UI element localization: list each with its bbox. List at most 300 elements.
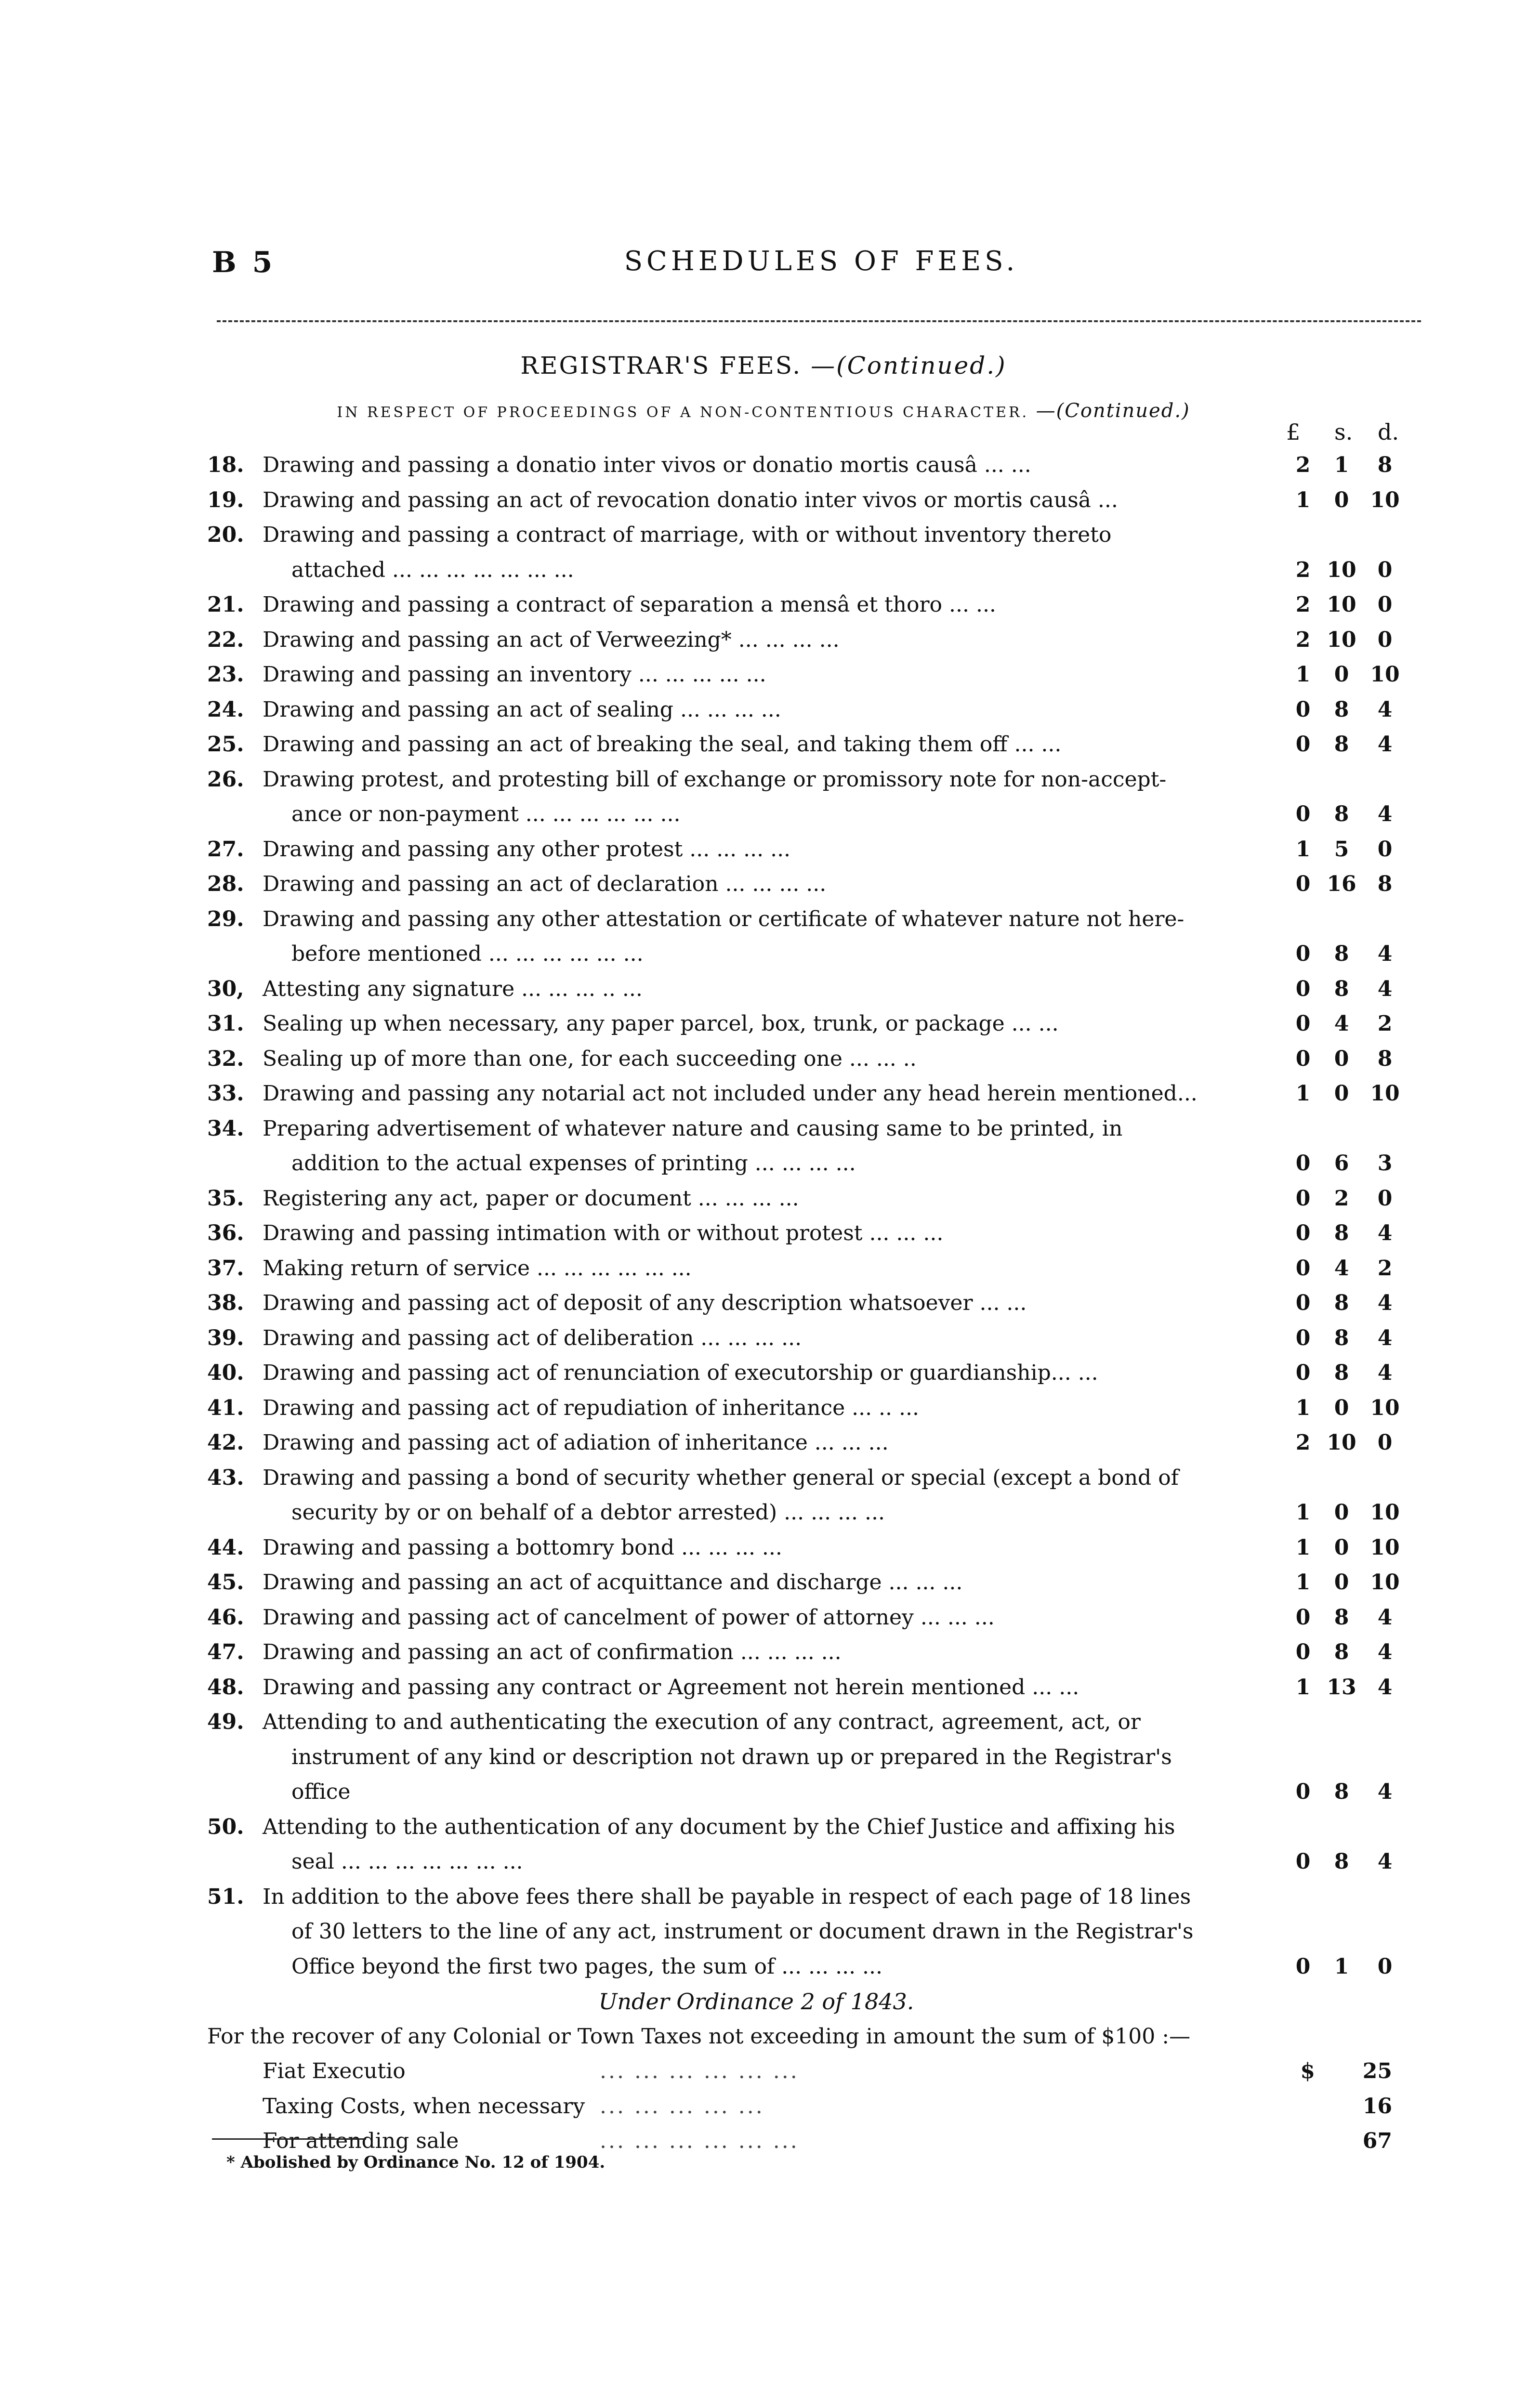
- fee-description-line: Drawing and passing any contract or Agreement not herein mentioned ... ...: [263, 1675, 1079, 1700]
- fee-shillings: 8: [1334, 1640, 1349, 1664]
- fee-number: 34.: [207, 1116, 244, 1141]
- recover-item-label: Fiat Executio: [263, 2059, 406, 2083]
- fee-amount: [1286, 1391, 1402, 1426]
- fee-description: [263, 1076, 1402, 1112]
- fee-pence: 4: [1377, 802, 1393, 826]
- fee-pounds: 1: [1295, 487, 1311, 512]
- fee-description-line: Drawing and passing act of deliberation ... ... ... ...: [263, 1325, 802, 1350]
- fee-description: [263, 448, 1402, 483]
- fee-description: [263, 1461, 1402, 1531]
- fee-amount: [1286, 1146, 1402, 1181]
- fee-description-line: Drawing and passing an act of acquittance and discharge ... ... ...: [263, 1570, 963, 1595]
- fee-row: [207, 1321, 1402, 1356]
- fee-amount: [1286, 623, 1402, 658]
- fee-row: [207, 832, 1402, 867]
- fee-pence: 10: [1370, 1081, 1400, 1106]
- fee-amount: [1286, 1600, 1402, 1636]
- fee-number: 20.: [207, 523, 244, 547]
- fee-description-line: Making return of service ... ... ... ... ... ...: [263, 1256, 692, 1281]
- fee-description-line: Attending to and authenticating the execution of any contract, agreement, act, or: [263, 1710, 1141, 1734]
- fee-description: [263, 483, 1402, 518]
- fee-row: [207, 1600, 1402, 1636]
- fee-pounds: 0: [1295, 1361, 1311, 1385]
- fee-description-line: Drawing and passing an act of revocation donatio inter vivos or mortis causâ ...: [263, 487, 1118, 512]
- fee-shillings: 6: [1334, 1151, 1349, 1176]
- fee-amount: [1286, 727, 1402, 762]
- fee-description-line: instrument of any kind or description not drawn up or prepared in the Registrar's office: [291, 1744, 1172, 1804]
- fee-shillings: 0: [1334, 1500, 1349, 1525]
- fee-amount: [1286, 1286, 1402, 1321]
- fee-shillings: 16: [1327, 872, 1356, 896]
- fee-description-line: Attending to the authentication of any document by the Chief Justice and affixing his: [263, 1814, 1175, 1839]
- fee-pence: 2: [1377, 1256, 1393, 1281]
- fee-row: [207, 1810, 1402, 1880]
- fee-shillings: 1: [1334, 1954, 1349, 1979]
- fee-number: 36.: [207, 1221, 244, 1245]
- fee-pounds: 2: [1295, 627, 1311, 652]
- fee-pence: 10: [1370, 487, 1400, 512]
- fee-pounds: 2: [1295, 1430, 1311, 1455]
- fee-row: [207, 867, 1402, 902]
- fee-number: 23.: [207, 662, 244, 687]
- fee-shillings: 10: [1327, 1430, 1356, 1455]
- fee-description: [263, 1042, 1402, 1077]
- fee-shillings: 0: [1334, 1081, 1349, 1106]
- fee-pounds: 1: [1295, 1675, 1311, 1700]
- fee-pence: 3: [1377, 1151, 1393, 1176]
- fee-description-line: In addition to the above fees there shall be payable in respect of each page of 18 lines: [263, 1884, 1191, 1909]
- fee-row: [207, 972, 1402, 1007]
- fee-pence: 4: [1377, 1605, 1393, 1630]
- fee-pounds: 2: [1295, 592, 1311, 617]
- fee-description: [263, 623, 1402, 658]
- fee-description-line: Drawing and passing an act of declaration ... ... ... ...: [263, 872, 827, 896]
- fee-shillings: 8: [1334, 1221, 1349, 1245]
- fee-description-line: Drawing and passing a donatio inter vivos or donatio mortis causâ ... ...: [263, 453, 1031, 477]
- fee-row: [207, 1112, 1402, 1181]
- fee-pounds: 0: [1295, 1046, 1311, 1071]
- fee-description-line: Office beyond the first two pages, the sum of ... ... ... ...: [291, 1954, 882, 1979]
- fee-row: [207, 762, 1402, 832]
- fee-row: [207, 1635, 1402, 1670]
- recover-item-dots: ... ... ... ... ... ...: [600, 2059, 799, 2083]
- fee-number: 45.: [207, 1570, 244, 1595]
- fee-amount: [1286, 1565, 1402, 1600]
- fee-description: [263, 518, 1402, 588]
- fee-number: 30,: [207, 976, 244, 1001]
- fee-shillings: 8: [1334, 1849, 1349, 1874]
- fee-amount: [1286, 1356, 1402, 1391]
- fee-pounds: 1: [1295, 1500, 1311, 1525]
- fee-description: [263, 1216, 1402, 1251]
- fee-shillings: 0: [1334, 487, 1349, 512]
- fee-row: [207, 518, 1402, 588]
- fee-pence: 4: [1377, 1361, 1393, 1385]
- fee-pence: 10: [1370, 1535, 1400, 1560]
- fee-description-line: Drawing and passing a bond of security whether general or special (except a bond of: [263, 1465, 1179, 1490]
- fee-pounds: 0: [1295, 872, 1311, 896]
- pounds-header: £: [1286, 419, 1301, 445]
- fee-description: [263, 832, 1402, 867]
- fee-row: [207, 693, 1402, 728]
- fee-description: [263, 1356, 1402, 1391]
- fee-number: 21.: [207, 592, 244, 617]
- fee-number: 42.: [207, 1430, 244, 1455]
- fee-number: 19.: [207, 487, 244, 512]
- fee-amount: [1286, 1076, 1402, 1112]
- fee-description: [263, 1286, 1402, 1321]
- fee-pounds: 0: [1295, 942, 1311, 966]
- fee-shillings: 5: [1334, 837, 1349, 862]
- fee-pounds: 0: [1295, 1221, 1311, 1245]
- fee-description: [263, 1600, 1402, 1636]
- recover-item-dots: ... ... ... ... ...: [600, 2094, 764, 2119]
- fee-amount: [1286, 1007, 1402, 1042]
- fee-number: 32.: [207, 1046, 244, 1071]
- fee-pence: 8: [1377, 872, 1393, 896]
- fee-shillings: 1: [1334, 453, 1349, 477]
- fee-number: 46.: [207, 1605, 244, 1630]
- fee-shillings: 2: [1334, 1186, 1349, 1211]
- fee-description: [263, 693, 1402, 728]
- recover-intro: For the recover of any Colonial or Town Taxes not exceeding in amount the sum of $100 :—: [207, 2024, 1191, 2049]
- fee-pence: 2: [1377, 1011, 1393, 1036]
- fee-row: [207, 1007, 1402, 1042]
- fee-row: [207, 1880, 1402, 1985]
- fee-number: 48.: [207, 1675, 244, 1700]
- fee-pounds: 1: [1295, 1535, 1311, 1560]
- fee-pounds: 2: [1295, 453, 1311, 477]
- shillings-header: s.: [1334, 419, 1353, 445]
- fee-shillings: 0: [1334, 1395, 1349, 1420]
- fee-row: [207, 1426, 1402, 1461]
- fee-row: [207, 623, 1402, 658]
- fee-description-line: seal ... ... ... ... ... ... ...: [291, 1849, 523, 1874]
- section-title-text: REGISTRAR'S FEES.: [520, 352, 802, 380]
- fee-number: 29.: [207, 906, 244, 931]
- fee-number: 28.: [207, 872, 244, 896]
- fee-description: [263, 1531, 1402, 1566]
- fee-amount: [1286, 1950, 1402, 1985]
- fee-pounds: 0: [1295, 1780, 1311, 1804]
- fee-row: [207, 483, 1402, 518]
- fee-amount: [1286, 867, 1402, 902]
- fee-number: 43.: [207, 1465, 244, 1490]
- currency-symbol: $: [1300, 2059, 1315, 2083]
- fee-description: [263, 657, 1402, 693]
- fee-pounds: 0: [1295, 732, 1311, 757]
- fee-description-line: Drawing protest, and protesting bill of exchange or promissory note for non-accept-: [263, 767, 1167, 792]
- fee-description-line: Drawing and passing any other protest ... ... ... ...: [263, 837, 791, 862]
- fee-row: [207, 1356, 1402, 1391]
- fee-amount: [1286, 1181, 1402, 1217]
- fee-description-line: before mentioned ... ... ... ... ... ...: [291, 942, 644, 966]
- fee-amount: [1286, 832, 1402, 867]
- fee-shillings: 8: [1334, 1291, 1349, 1315]
- fee-row: [207, 1216, 1402, 1251]
- fee-number: 37.: [207, 1256, 244, 1281]
- fee-shillings: 8: [1334, 802, 1349, 826]
- fee-pounds: 0: [1295, 1186, 1311, 1211]
- fee-description-line: Registering any act, paper or document ... ... ... ...: [263, 1186, 799, 1211]
- recover-items: [207, 2054, 1402, 2159]
- fee-description: [263, 1670, 1402, 1705]
- fee-row: [207, 657, 1402, 693]
- fee-row: [207, 1531, 1402, 1566]
- fee-pence: 10: [1370, 1395, 1400, 1420]
- fee-amount: [1286, 1042, 1402, 1077]
- recover-section: [207, 2019, 1402, 2159]
- fee-description-line: Drawing and passing an act of breaking the seal, and taking them off ... ...: [263, 732, 1062, 757]
- ordinance-heading: Under Ordinance 2 of 1843.: [598, 1989, 914, 2015]
- fee-pence: 10: [1370, 662, 1400, 687]
- fee-description-line: Attesting any signature ... ... ... .. ...: [263, 976, 643, 1001]
- running-title: SCHEDULES OF FEES.: [624, 246, 1019, 277]
- fee-shillings: 0: [1334, 1570, 1349, 1595]
- fee-pounds: 1: [1295, 837, 1311, 862]
- fee-row: [207, 1705, 1402, 1810]
- fee-pence: 8: [1377, 453, 1393, 477]
- fee-number: 26.: [207, 767, 244, 792]
- fee-pence: 4: [1377, 976, 1393, 1001]
- fee-description-line: addition to the actual expenses of printing ... ... ... ...: [291, 1151, 856, 1176]
- fee-pence: 4: [1377, 732, 1393, 757]
- fee-shillings: 8: [1334, 1325, 1349, 1350]
- fee-amount: [1286, 483, 1402, 518]
- fee-amount: [1286, 937, 1402, 972]
- fee-amount: [1286, 797, 1402, 832]
- fee-description: [263, 1181, 1402, 1217]
- fee-description: [263, 762, 1402, 832]
- fee-amount: [1286, 1635, 1402, 1670]
- fee-number: 24.: [207, 697, 244, 722]
- fee-pence: 0: [1377, 837, 1393, 862]
- fee-description: [263, 972, 1402, 1007]
- fee-shillings: 8: [1334, 942, 1349, 966]
- fee-description: [263, 1426, 1402, 1461]
- fee-amount: [1286, 1251, 1402, 1286]
- fee-description: [263, 1705, 1402, 1810]
- fee-description: [263, 1880, 1402, 1985]
- fee-pounds: 0: [1295, 1849, 1311, 1874]
- fee-number: 38.: [207, 1291, 244, 1315]
- fee-description-line: Drawing and passing act of deposit of any description whatsoever ... ...: [263, 1291, 1027, 1315]
- pence-header: d.: [1378, 419, 1399, 445]
- section-subtitle-suffix: —(Continued.): [1036, 400, 1190, 422]
- fee-pounds: 2: [1295, 557, 1311, 582]
- fee-description: [263, 727, 1402, 762]
- fee-amount: [1286, 1321, 1402, 1356]
- fee-row: [207, 727, 1402, 762]
- fee-pence: 4: [1377, 697, 1393, 722]
- fee-description-line: Drawing and passing intimation with or without protest ... ... ...: [263, 1221, 944, 1245]
- recover-item-value: 67: [1362, 2129, 1392, 2153]
- fee-row: [207, 1042, 1402, 1077]
- fee-description: [263, 588, 1402, 623]
- fee-amount: [1286, 1845, 1402, 1880]
- fee-shillings: 8: [1334, 1780, 1349, 1804]
- fee-description-line: Drawing and passing any notarial act not included under any head herein mentioned...: [263, 1081, 1198, 1106]
- fee-number: 22.: [207, 627, 244, 652]
- fee-number: 31.: [207, 1011, 244, 1036]
- fee-shillings: 8: [1334, 697, 1349, 722]
- fee-row: [207, 1286, 1402, 1321]
- fee-pence: 4: [1377, 1221, 1393, 1245]
- fee-row: [207, 1181, 1402, 1217]
- fee-row: [207, 1076, 1402, 1112]
- fee-schedule: [207, 448, 1402, 2159]
- fee-number: 49.: [207, 1710, 244, 1734]
- recover-item-label: For attending sale: [263, 2129, 459, 2153]
- fee-description: [263, 1565, 1402, 1600]
- fee-description: [263, 1635, 1402, 1670]
- fee-description-line: of 30 letters to the line of any act, instrument or document drawn in the Registrar's: [291, 1919, 1194, 1944]
- fee-amount: [1286, 1495, 1402, 1531]
- fee-row: [207, 1670, 1402, 1705]
- fee-row: [207, 1251, 1402, 1286]
- fee-pence: 4: [1377, 1780, 1393, 1804]
- fee-description-line: Drawing and passing act of repudiation of inheritance ... .. ...: [263, 1395, 919, 1420]
- fee-description-line: attached ... ... ... ... ... ... ...: [291, 557, 574, 582]
- fee-pence: 0: [1377, 1430, 1393, 1455]
- fee-row: [207, 902, 1402, 972]
- fee-shillings: 10: [1327, 557, 1356, 582]
- fee-pence: 0: [1377, 557, 1393, 582]
- fee-description: [263, 1112, 1402, 1181]
- fee-number: 51.: [207, 1884, 244, 1909]
- fee-description: [263, 1007, 1402, 1042]
- fee-row: [207, 448, 1402, 483]
- fee-pence: 0: [1377, 627, 1393, 652]
- fee-description-line: Drawing and passing act of renunciation of executorship or guardianship... ...: [263, 1361, 1098, 1385]
- fee-description: [263, 902, 1402, 972]
- fee-description-line: Drawing and passing an act of confirmation ... ... ... ...: [263, 1640, 842, 1664]
- fee-amount: [1286, 588, 1402, 623]
- footnote-rule: [212, 2138, 366, 2140]
- section-subtitle-text: IN RESPECT OF PROCEEDINGS OF A NON-CONTENTIOUS CHARACTER.: [337, 404, 1029, 421]
- fee-amount: [1286, 972, 1402, 1007]
- fee-pence: 4: [1377, 942, 1393, 966]
- fee-pounds: 0: [1295, 976, 1311, 1001]
- fee-description-line: security by or on behalf of a debtor arrested) ... ... ... ...: [291, 1500, 885, 1525]
- fee-pence: 10: [1370, 1570, 1400, 1595]
- fee-number: 44.: [207, 1535, 244, 1560]
- fee-shillings: 8: [1334, 976, 1349, 1001]
- fee-amount: [1286, 657, 1402, 693]
- fee-pence: 4: [1377, 1640, 1393, 1664]
- fee-pence: 0: [1377, 1186, 1393, 1211]
- fee-row: [207, 1391, 1402, 1426]
- fee-pounds: 1: [1295, 662, 1311, 687]
- fee-pence: 4: [1377, 1849, 1393, 1874]
- fee-description-line: Drawing and passing act of cancelment of power of attorney ... ... ...: [263, 1605, 995, 1630]
- recover-item-dots: ... ... ... ... ... ...: [600, 2129, 799, 2153]
- fee-amount: [1286, 693, 1402, 728]
- fee-pence: 4: [1377, 1291, 1393, 1315]
- fee-shillings: 4: [1334, 1011, 1349, 1036]
- header-rule: [217, 320, 1421, 322]
- fee-number: 41.: [207, 1395, 244, 1420]
- page-number: B 5: [212, 246, 276, 279]
- fee-amount: [1286, 553, 1402, 588]
- fee-pence: 0: [1377, 1954, 1393, 1979]
- fee-row: [207, 1565, 1402, 1600]
- fee-amount: [1286, 1775, 1402, 1810]
- fee-description-line: Drawing and passing a bottomry bond ... ... ... ...: [263, 1535, 782, 1560]
- fee-description-line: ance or non-payment ... ... ... ... ... ...: [291, 802, 681, 826]
- fee-pounds: 0: [1295, 1151, 1311, 1176]
- fee-description: [263, 1321, 1402, 1356]
- fee-row: [207, 588, 1402, 623]
- fee-description-line: Drawing and passing an act of Verweezing* ... ... ... ...: [263, 627, 840, 652]
- fee-description: [263, 1391, 1402, 1426]
- recover-item-value: 16: [1362, 2094, 1392, 2119]
- fee-number: 18.: [207, 453, 244, 477]
- page-header: [212, 246, 1431, 284]
- fee-pounds: 0: [1295, 1256, 1311, 1281]
- fee-number: 27.: [207, 837, 244, 862]
- fee-pence: 10: [1370, 1500, 1400, 1525]
- fee-description-line: Sealing up when necessary, any paper parcel, box, trunk, or package ... ...: [263, 1011, 1059, 1036]
- fee-number: 35.: [207, 1186, 244, 1211]
- section-title-suffix: —(Continued.): [811, 352, 1007, 380]
- fee-description-line: Drawing and passing any other attestation or certificate of whatever nature not here-: [263, 906, 1185, 931]
- fee-pounds: 0: [1295, 1291, 1311, 1315]
- fee-number: 50.: [207, 1814, 244, 1839]
- fee-pounds: 0: [1295, 1605, 1311, 1630]
- fee-pounds: 0: [1295, 1640, 1311, 1664]
- fee-description-line: Drawing and passing a contract of separation a mensâ et thoro ... ...: [263, 592, 996, 617]
- fee-pounds: 1: [1295, 1395, 1311, 1420]
- fee-shillings: 10: [1327, 592, 1356, 617]
- fee-description-line: Sealing up of more than one, for each succeeding one ... ... ..: [263, 1046, 917, 1071]
- fee-amount: [1286, 1670, 1402, 1705]
- fee-pence: 8: [1377, 1046, 1393, 1071]
- fee-description-line: Drawing and passing act of adiation of inheritance ... ... ...: [263, 1430, 889, 1455]
- fee-amount: [1286, 1531, 1402, 1566]
- fee-description-line: Preparing advertisement of whatever nature and causing same to be printed, in: [263, 1116, 1123, 1141]
- fee-row: [207, 1461, 1402, 1531]
- fee-pounds: 0: [1295, 1954, 1311, 1979]
- fee-description: [263, 1810, 1402, 1880]
- fee-amount: [1286, 448, 1402, 483]
- fee-description-line: Drawing and passing an act of sealing ... ... ... ...: [263, 697, 781, 722]
- fee-number: 40.: [207, 1361, 244, 1385]
- fee-description-line: Drawing and passing a contract of marriage, with or without inventory thereto: [263, 523, 1112, 547]
- fee-pounds: 0: [1295, 802, 1311, 826]
- fee-pence: 0: [1377, 592, 1393, 617]
- fee-shillings: 8: [1334, 1361, 1349, 1385]
- fee-number: 47.: [207, 1640, 244, 1664]
- fee-shillings: 4: [1334, 1256, 1349, 1281]
- fee-shillings: 0: [1334, 1535, 1349, 1560]
- fee-number: 39.: [207, 1325, 244, 1350]
- fee-number: 25.: [207, 732, 244, 757]
- recover-item-value: 25: [1362, 2059, 1392, 2083]
- fee-pounds: 1: [1295, 1570, 1311, 1595]
- fee-number: 33.: [207, 1081, 244, 1106]
- fee-description-line: Drawing and passing an inventory ... ... ... ... ...: [263, 662, 766, 687]
- fee-description: [263, 1251, 1402, 1286]
- fee-rows: [207, 448, 1402, 1984]
- footnote: * Abolished by Ordinance No. 12 of 1904.: [226, 2153, 606, 2172]
- recover-item: [207, 2054, 1402, 2089]
- fee-shillings: 0: [1334, 1046, 1349, 1071]
- fee-pounds: 0: [1295, 697, 1311, 722]
- fee-amount: [1286, 1426, 1402, 1461]
- fee-pence: 4: [1377, 1325, 1393, 1350]
- fee-shillings: 0: [1334, 662, 1349, 687]
